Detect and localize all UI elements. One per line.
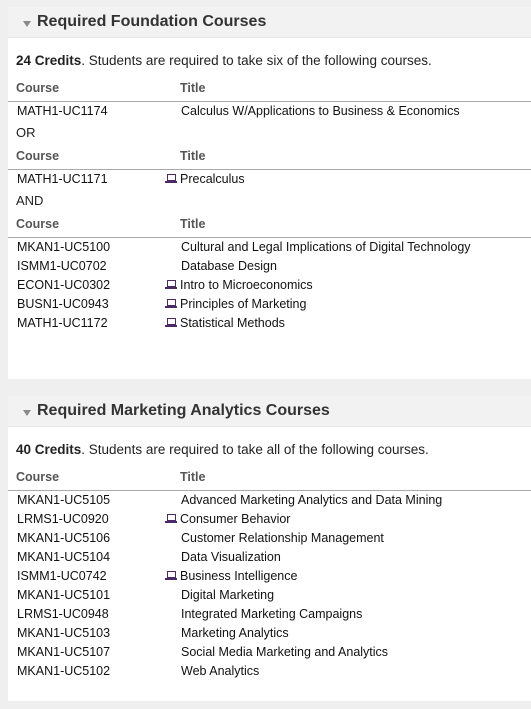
course-group [8, 215, 531, 333]
course-title[interactable]: Web Analytics [181, 664, 260, 678]
chevron-down-icon[interactable] [23, 410, 31, 416]
course-code[interactable]: MKAN1-UC5106 [17, 531, 111, 545]
course-code[interactable]: MKAN1-UC5102 [17, 664, 111, 678]
course-title[interactable]: Advanced Marketing Analytics and Data Mining [181, 493, 443, 507]
connector-and: AND [16, 193, 44, 208]
credits-amount: 40 Credits [16, 442, 82, 457]
course-title[interactable]: Consumer Behavior [180, 512, 291, 526]
course-title[interactable]: Cultural and Legal Implications of Digital Technology [181, 240, 471, 254]
table-row[interactable] [8, 276, 531, 295]
course-title[interactable]: Precalculus [180, 172, 245, 186]
connector-or: OR [16, 125, 36, 140]
table-row[interactable] [8, 238, 531, 257]
course-title[interactable]: Calculus W/Applications to Business & Economics [181, 104, 460, 118]
laptop-icon [165, 514, 177, 524]
table-row[interactable] [8, 295, 531, 314]
table-row[interactable] [8, 605, 531, 624]
credits-line [8, 441, 531, 459]
table-row[interactable] [8, 510, 531, 529]
section-title: Required Foundation Courses [37, 13, 267, 30]
course-title[interactable]: Integrated Marketing Campaigns [181, 607, 363, 621]
laptop-icon [165, 571, 177, 581]
table-row[interactable] [8, 624, 531, 643]
course-code[interactable]: LRMS1-UC0948 [17, 607, 109, 621]
course-code[interactable]: BUSN1-UC0943 [17, 297, 109, 311]
credits-amount: 24 Credits [16, 53, 82, 68]
column-header-course: Course [16, 217, 60, 231]
laptop-icon [165, 280, 177, 290]
course-title[interactable]: Customer Relationship Management [181, 531, 384, 545]
course-title[interactable]: Data Visualization [181, 550, 281, 564]
course-title[interactable]: Database Design [181, 259, 277, 273]
course-title[interactable]: Marketing Analytics [181, 626, 289, 640]
section-header[interactable] [8, 7, 531, 38]
table-row[interactable] [8, 257, 531, 276]
table-header [8, 147, 531, 170]
section-header[interactable] [8, 396, 531, 427]
course-code[interactable]: MATH1-UC1172 [17, 316, 108, 330]
column-header-course: Course [16, 81, 60, 95]
course-title[interactable]: Business Intelligence [180, 569, 298, 583]
course-title[interactable]: Social Media Marketing and Analytics [181, 645, 389, 659]
course-title[interactable]: Principles of Marketing [180, 297, 307, 311]
table-row[interactable] [8, 567, 531, 586]
course-code[interactable]: LRMS1-UC0920 [17, 512, 109, 526]
course-title[interactable]: Intro to Microeconomics [180, 278, 313, 292]
course-code[interactable]: MKAN1-UC5100 [17, 240, 111, 254]
table-row[interactable] [8, 548, 531, 567]
section-foundation [8, 7, 531, 379]
column-header-title: Title [180, 470, 206, 484]
course-code[interactable]: MKAN1-UC5107 [17, 645, 111, 659]
column-header-course: Course [16, 149, 60, 163]
course-group [8, 147, 531, 189]
column-header-title: Title [180, 217, 206, 231]
course-code[interactable]: MKAN1-UC5103 [17, 626, 111, 640]
table-header [8, 215, 531, 238]
course-title[interactable]: Digital Marketing [181, 588, 275, 602]
table-row[interactable] [8, 314, 531, 333]
course-code[interactable]: MKAN1-UC5101 [17, 588, 111, 602]
laptop-icon [165, 174, 177, 184]
credits-line [8, 52, 531, 70]
table-row[interactable] [8, 491, 531, 510]
table-row[interactable] [8, 643, 531, 662]
column-header-title: Title [180, 149, 206, 163]
table-row[interactable] [8, 662, 531, 681]
table-header [8, 468, 531, 491]
laptop-icon [165, 318, 177, 328]
table-row[interactable] [8, 170, 531, 189]
chevron-down-icon[interactable] [23, 21, 31, 27]
column-header-course: Course [16, 470, 60, 484]
course-group [8, 468, 531, 681]
section-title: Required Marketing Analytics Courses [37, 402, 330, 419]
table-row[interactable] [8, 529, 531, 548]
course-code[interactable]: MATH1-UC1171 [17, 172, 108, 186]
section-marketing-analytics [8, 396, 531, 701]
table-header [8, 79, 531, 102]
column-header-title: Title [180, 81, 206, 95]
table-row[interactable] [8, 102, 531, 121]
course-group [8, 79, 531, 121]
course-code[interactable]: ISMM1-UC0702 [17, 259, 107, 273]
course-code[interactable]: ISMM1-UC0742 [17, 569, 107, 583]
course-code[interactable]: MKAN1-UC5104 [17, 550, 111, 564]
table-row[interactable] [8, 586, 531, 605]
credits-description: . Students are required to take six of the following courses. [81, 53, 432, 68]
laptop-icon [165, 299, 177, 309]
course-title[interactable]: Statistical Methods [180, 316, 285, 330]
course-code[interactable]: MATH1-UC1174 [17, 104, 108, 118]
credits-description: . Students are required to take all of the following courses. [81, 442, 429, 457]
course-code[interactable]: ECON1-UC0302 [17, 278, 111, 292]
course-code[interactable]: MKAN1-UC5105 [17, 493, 111, 507]
